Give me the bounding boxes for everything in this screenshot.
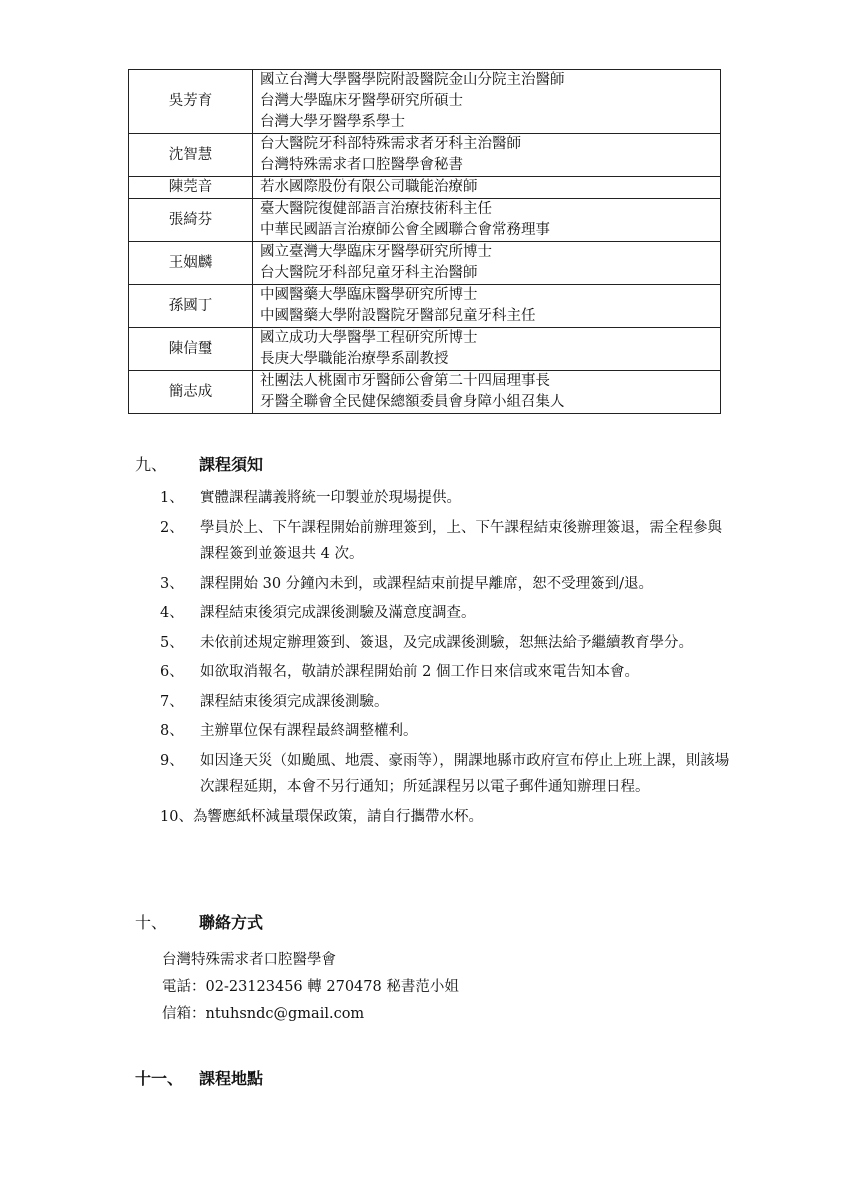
speaker-credentials: [253, 371, 721, 414]
credential-line: 中國醫藥大學附設醫院牙醫部兒童牙科主任: [260, 308, 536, 324]
credential-line: 臺大醫院復健部語言治療技術科主任: [260, 201, 492, 217]
list-item: 3、 課程開始 30 分鐘內未到，或課程結束前提早離席，恕不受理簽到/退。: [160, 575, 654, 592]
credential-line: 台灣大學牙醫學系學士: [260, 114, 405, 130]
section-9-number: 九、: [135, 455, 168, 474]
table-row: [129, 371, 721, 414]
speaker-credentials: [253, 285, 721, 328]
contact-email: 信箱：ntuhsndc@gmail.com: [162, 1006, 365, 1022]
speaker-name: 沈智慧: [129, 134, 253, 177]
section-11-heading: [135, 1066, 263, 1089]
table-row: [129, 134, 721, 177]
credential-line: 中國醫藥大學臨床醫學研究所博士: [260, 287, 478, 303]
table-row: [129, 70, 721, 134]
credential-line: 長庚大學職能治療學系副教授: [260, 351, 449, 367]
section-9-heading: [135, 452, 263, 475]
speaker-credentials: [253, 242, 721, 285]
credential-line: 台灣大學臨床牙醫學研究所碩士: [260, 93, 463, 109]
table-row: [129, 242, 721, 285]
credential-line: 中華民國語言治療師公會全國聯合會常務理事: [260, 222, 550, 238]
credential-line: 若水國際股份有限公司職能治療師: [260, 179, 478, 195]
list-item: 8、 主辦單位保有課程最終調整權利。: [160, 723, 418, 739]
list-item: 10、為響應紙杯減量環保政策，請自行攜帶水杯。: [160, 808, 483, 825]
credential-line: 牙醫全聯會全民健保總額委員會身障小組召集人: [260, 394, 565, 410]
credential-line: 社團法人桃園市牙醫師公會第二十四屆理事長: [260, 373, 550, 389]
table-row: [129, 285, 721, 328]
section-10-number: 十、: [135, 913, 168, 932]
list-item: 7、 課程結束後須完成課後測驗。: [160, 693, 389, 710]
section-11-title: 課程地點: [199, 1069, 264, 1088]
speaker-credentials: [253, 328, 721, 371]
course-notes-list: [160, 485, 730, 833]
speaker-name: 吳芳育: [129, 70, 253, 134]
contact-org: 台灣特殊需求者口腔醫學會: [162, 952, 336, 968]
credential-line: 國立臺灣大學臨床牙醫學研究所博士: [260, 244, 492, 260]
table-row: [129, 177, 721, 199]
contact-phone: 電話：02-23123456 轉 270478 秘書范小姐: [162, 979, 459, 995]
list-item: 4、 課程結束後須完成課後測驗及滿意度調查。: [160, 605, 476, 621]
table-row: [129, 328, 721, 371]
speaker-name: 簡志成: [129, 371, 253, 414]
list-item: 6、 如欲取消報名，敬請於課程開始前 2 個工作日來信或來電告知本會。: [160, 664, 639, 680]
speaker-name: 陳莞音: [129, 177, 253, 199]
speaker-name: 孫國丁: [129, 285, 253, 328]
section-10-heading: [135, 910, 263, 933]
list-item: 9、 如因逢天災（如颱風、地震、豪雨等），開課地縣市政府宣布停止上班上課，則該場次課程延期，本會不另行通知；所延課程另以電子郵件通知辦理日程。: [160, 752, 730, 795]
speaker-credentials: [253, 199, 721, 242]
section-9-title: 課程須知: [199, 455, 264, 474]
speaker-credentials: [253, 70, 721, 134]
list-item: 2、 學員於上、下午課程開始前辦理簽到，上、下午課程結束後辦理簽退，需全程參與課程簽到並簽退共 4 次。: [160, 519, 722, 562]
speaker-credentials: [253, 134, 721, 177]
section-10-title: 聯絡方式: [199, 913, 264, 932]
table-row: [129, 199, 721, 242]
credential-line: 台大醫院牙科部兒童牙科主治醫師: [260, 265, 478, 281]
list-item: 5、 未依前述規定辦理簽到、簽退，及完成課後測驗，恕無法給予繼續教育學分。: [160, 634, 693, 651]
credential-line: 國立成功大學醫學工程研究所博士: [260, 330, 478, 346]
speaker-name: 陳信璽: [129, 328, 253, 371]
section-11-number: 十一、: [135, 1069, 184, 1088]
credential-line: 台灣特殊需求者口腔醫學會秘書: [260, 157, 463, 173]
speaker-table: [128, 69, 721, 414]
speaker-name: 張綺芬: [129, 199, 253, 242]
credential-line: 國立台灣大學醫學院附設醫院金山分院主治醫師: [260, 72, 565, 88]
list-item: 1、 實體課程講義將統一印製並於現場提供。: [160, 490, 461, 506]
contact-info: [162, 947, 459, 1028]
credential-line: 台大醫院牙科部特殊需求者牙科主治醫師: [260, 136, 521, 152]
speaker-name: 王姻麟: [129, 242, 253, 285]
speaker-credentials: [253, 177, 721, 199]
